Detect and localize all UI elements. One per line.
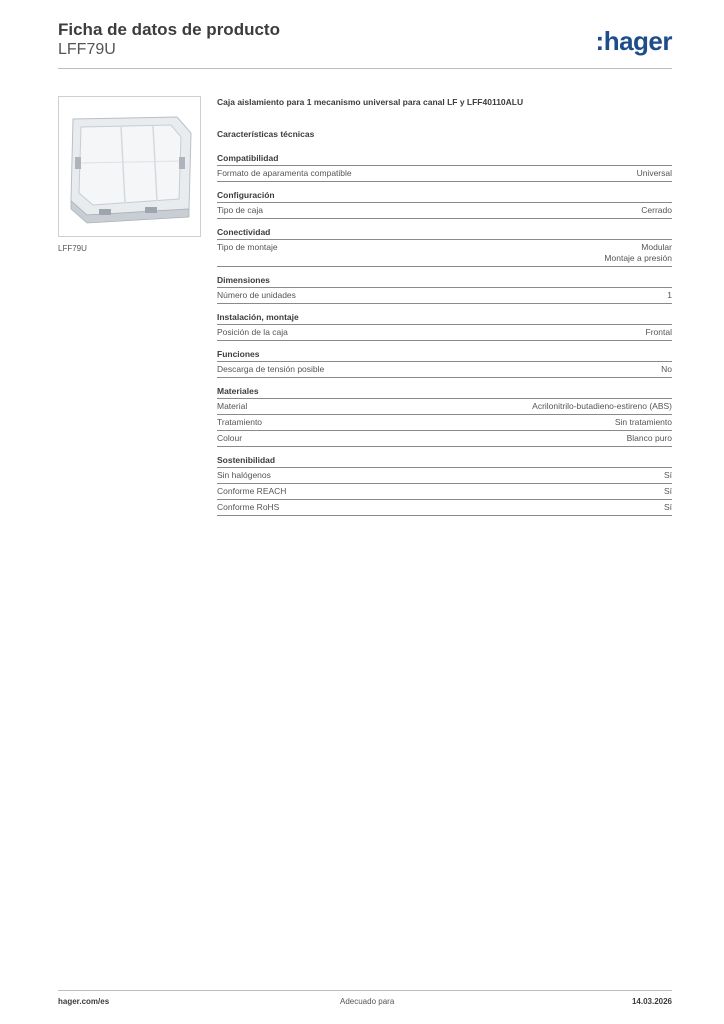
spec-value-line: Sí (663, 502, 672, 512)
spec-row (217, 240, 672, 267)
image-caption: LFF79U (58, 244, 87, 253)
spec-row (217, 484, 672, 500)
section-title: Instalación, montaje (217, 312, 672, 325)
spec-sections (217, 153, 672, 516)
spec-row (217, 500, 672, 516)
spec-row (217, 288, 672, 304)
spec-section (217, 312, 672, 341)
spec-label: Tratamiento (217, 417, 263, 427)
header-divider (58, 68, 672, 69)
hager-logo (596, 26, 672, 57)
page-header (58, 20, 672, 68)
spec-value (627, 433, 672, 444)
spec-row (217, 431, 672, 447)
product-image-drawing (59, 97, 200, 236)
spec-section (217, 349, 672, 378)
footer-date: 14.03.2026 (631, 997, 672, 1006)
spec-value (532, 401, 672, 412)
spec-row (217, 415, 672, 431)
section-title: Funciones (217, 349, 672, 362)
spec-label: Formato de aparamenta compatible (217, 168, 352, 178)
footer-divider (58, 990, 672, 991)
page-title: Ficha de datos de producto (58, 20, 280, 39)
spec-section (217, 386, 672, 447)
spec-section (217, 455, 672, 516)
spec-section (217, 275, 672, 304)
footer-website[interactable]: hager.com/es (58, 997, 110, 1006)
spec-label: Material (217, 401, 248, 411)
spec-label: Tipo de montaje (217, 242, 278, 252)
spec-section (217, 227, 672, 267)
spec-value-line: Acrilonitrilo-butadieno-estireno (ABS) (532, 401, 672, 411)
spec-value-line: Sí (663, 486, 672, 496)
spec-value-line: Montaje a presión (604, 253, 672, 263)
product-description: Caja aislamiento para 1 mecanismo universal para canal LF y LFF40110ALU (217, 97, 524, 107)
spec-value-line: Blanco puro (626, 433, 672, 443)
section-title: Compatibilidad (217, 153, 672, 166)
section-title: Configuración (217, 190, 672, 203)
spec-value (664, 486, 672, 497)
spec-label: Conforme RoHS (217, 502, 280, 512)
spec-label: Colour (217, 433, 243, 443)
spec-label: Sin halógenos (217, 470, 271, 480)
spec-label: Descarga de tensión posible (217, 364, 325, 374)
spec-value (637, 168, 672, 179)
spec-value (604, 242, 672, 264)
tech-title: Características técnicas (217, 129, 315, 139)
spec-value (667, 290, 672, 301)
spec-row (217, 468, 672, 484)
spec-value (661, 364, 672, 375)
footer-suitable: Adecuado para (340, 997, 395, 1006)
spec-section (217, 153, 672, 182)
spec-row (217, 325, 672, 341)
spec-value-line: No (661, 364, 672, 374)
spec-label: Número de unidades (217, 290, 296, 300)
spec-section (217, 190, 672, 219)
spec-value (664, 470, 672, 481)
spec-value-line: Sí (663, 470, 672, 480)
product-image (58, 96, 201, 237)
logo-text: hager (603, 26, 672, 56)
spec-value-line: Cerrado (641, 205, 672, 215)
spec-row (217, 203, 672, 219)
spec-label: Posición de la caja (217, 327, 288, 337)
spec-label: Conforme REACH (217, 486, 287, 496)
section-title: Sostenibilidad (217, 455, 672, 468)
spec-value (664, 502, 672, 513)
spec-row (217, 166, 672, 182)
section-title: Conectividad (217, 227, 672, 240)
spec-value (646, 327, 672, 338)
product-code: LFF79U (58, 41, 116, 58)
spec-row (217, 362, 672, 378)
spec-row (217, 399, 672, 415)
spec-value-line: Sin tratamiento (614, 417, 672, 427)
section-title: Dimensiones (217, 275, 672, 288)
spec-value (641, 205, 672, 216)
spec-value-line: 1 (667, 290, 672, 300)
logo-prefix: : (595, 26, 604, 56)
spec-value-line: Modular (641, 242, 672, 252)
spec-content (217, 96, 672, 524)
spec-value-line: Universal (636, 168, 672, 178)
section-title: Materiales (217, 386, 672, 399)
spec-value-line: Frontal (645, 327, 672, 337)
spec-value (615, 417, 672, 428)
spec-label: Tipo de caja (217, 205, 263, 215)
